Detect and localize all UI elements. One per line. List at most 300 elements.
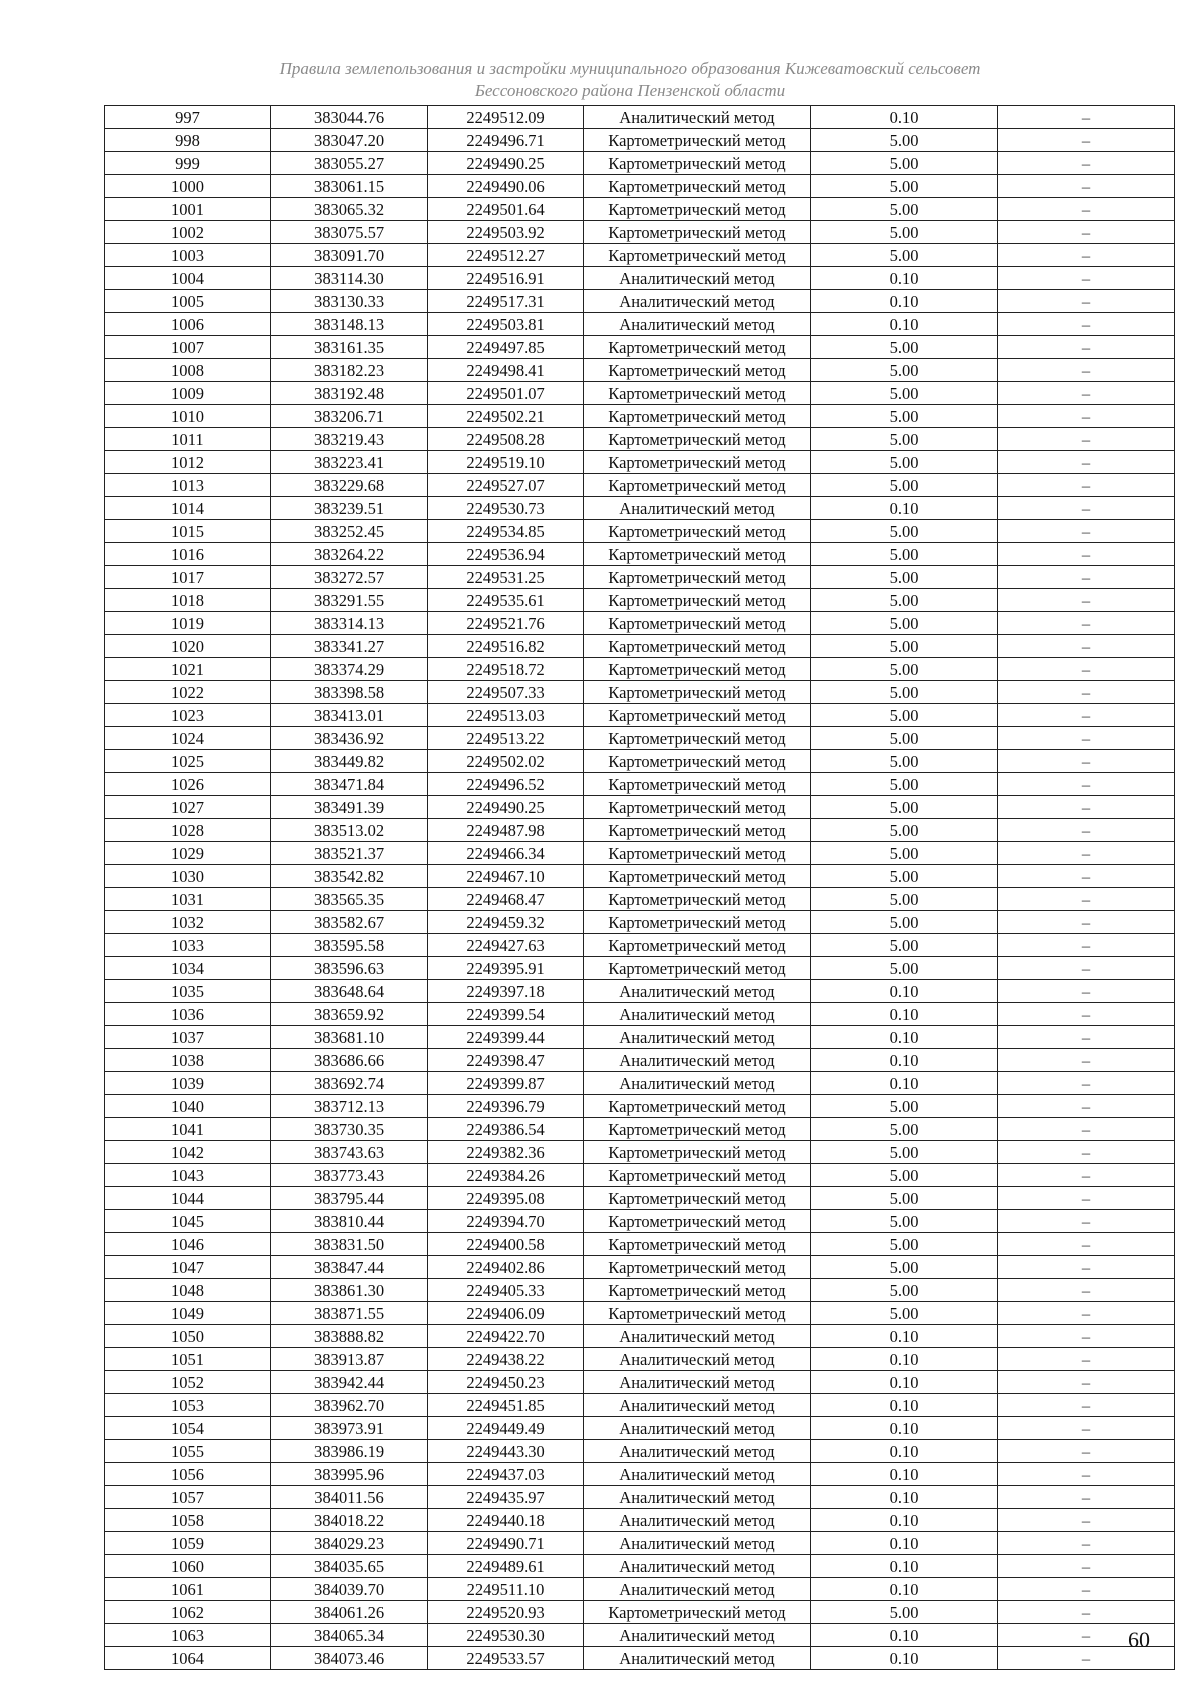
accuracy-cell: 5.00: [811, 520, 998, 543]
note-cell: –: [998, 934, 1175, 957]
point-number-cell: 1014: [105, 497, 271, 520]
note-cell: –: [998, 635, 1175, 658]
point-number-cell: 1044: [105, 1187, 271, 1210]
point-number-cell: 1024: [105, 727, 271, 750]
method-cell: Картометрический метод: [584, 359, 811, 382]
x-coordinate-cell: 383161.35: [271, 336, 428, 359]
accuracy-cell: 5.00: [811, 865, 998, 888]
accuracy-cell: 5.00: [811, 773, 998, 796]
note-cell: –: [998, 1486, 1175, 1509]
method-cell: Картометрический метод: [584, 1279, 811, 1302]
table-row: [105, 405, 1175, 428]
x-coordinate-cell: 384061.26: [271, 1601, 428, 1624]
x-coordinate-cell: 383582.67: [271, 911, 428, 934]
y-coordinate-cell: 2249490.25: [428, 152, 584, 175]
table-row: [105, 635, 1175, 658]
accuracy-cell: 5.00: [811, 1095, 998, 1118]
table-row: [105, 566, 1175, 589]
x-coordinate-cell: 383795.44: [271, 1187, 428, 1210]
note-cell: –: [998, 1417, 1175, 1440]
point-number-cell: 1056: [105, 1463, 271, 1486]
method-cell: Картометрический метод: [584, 589, 811, 612]
accuracy-cell: 5.00: [811, 1256, 998, 1279]
x-coordinate-cell: 383542.82: [271, 865, 428, 888]
table-row: [105, 980, 1175, 1003]
note-cell: –: [998, 980, 1175, 1003]
point-number-cell: 1000: [105, 175, 271, 198]
table-row: [105, 1302, 1175, 1325]
y-coordinate-cell: 2249397.18: [428, 980, 584, 1003]
table-row: [105, 1601, 1175, 1624]
point-number-cell: 1061: [105, 1578, 271, 1601]
method-cell: Аналитический метод: [584, 1578, 811, 1601]
point-number-cell: 1049: [105, 1302, 271, 1325]
table-row: [105, 1279, 1175, 1302]
method-cell: Картометрический метод: [584, 727, 811, 750]
note-cell: –: [998, 1118, 1175, 1141]
note-cell: –: [998, 1440, 1175, 1463]
table-row: [105, 1141, 1175, 1164]
point-number-cell: 1037: [105, 1026, 271, 1049]
coordinates-table: [104, 105, 1175, 1670]
x-coordinate-cell: 383075.57: [271, 221, 428, 244]
y-coordinate-cell: 2249530.73: [428, 497, 584, 520]
y-coordinate-cell: 2249400.58: [428, 1233, 584, 1256]
table-row: [105, 543, 1175, 566]
y-coordinate-cell: 2249498.41: [428, 359, 584, 382]
method-cell: Картометрический метод: [584, 796, 811, 819]
x-coordinate-cell: 383182.23: [271, 359, 428, 382]
accuracy-cell: 5.00: [811, 888, 998, 911]
x-coordinate-cell: 383148.13: [271, 313, 428, 336]
y-coordinate-cell: 2249534.85: [428, 520, 584, 543]
y-coordinate-cell: 2249527.07: [428, 474, 584, 497]
point-number-cell: 1011: [105, 428, 271, 451]
method-cell: Картометрический метод: [584, 934, 811, 957]
table-row: [105, 221, 1175, 244]
table-row: [105, 313, 1175, 336]
x-coordinate-cell: 384039.70: [271, 1578, 428, 1601]
y-coordinate-cell: 2249386.54: [428, 1118, 584, 1141]
accuracy-cell: 5.00: [811, 1187, 998, 1210]
accuracy-cell: 0.10: [811, 1647, 998, 1670]
table-row: [105, 1417, 1175, 1440]
note-cell: –: [998, 888, 1175, 911]
point-number-cell: 1027: [105, 796, 271, 819]
point-number-cell: 1062: [105, 1601, 271, 1624]
table-row: [105, 704, 1175, 727]
x-coordinate-cell: 383471.84: [271, 773, 428, 796]
accuracy-cell: 0.10: [811, 1049, 998, 1072]
point-number-cell: 1010: [105, 405, 271, 428]
table-row: [105, 658, 1175, 681]
point-number-cell: 1035: [105, 980, 271, 1003]
point-number-cell: 1060: [105, 1555, 271, 1578]
table-row: [105, 957, 1175, 980]
y-coordinate-cell: 2249503.81: [428, 313, 584, 336]
y-coordinate-cell: 2249521.76: [428, 612, 584, 635]
accuracy-cell: 5.00: [811, 152, 998, 175]
method-cell: Аналитический метод: [584, 1532, 811, 1555]
point-number-cell: 998: [105, 129, 271, 152]
method-cell: Картометрический метод: [584, 681, 811, 704]
accuracy-cell: 0.10: [811, 980, 998, 1003]
table-row: [105, 336, 1175, 359]
y-coordinate-cell: 2249513.22: [428, 727, 584, 750]
method-cell: Картометрический метод: [584, 865, 811, 888]
method-cell: Картометрический метод: [584, 175, 811, 198]
table-row: [105, 1095, 1175, 1118]
point-number-cell: 997: [105, 106, 271, 129]
accuracy-cell: 0.10: [811, 1486, 998, 1509]
accuracy-cell: 5.00: [811, 1210, 998, 1233]
y-coordinate-cell: 2249422.70: [428, 1325, 584, 1348]
note-cell: –: [998, 1532, 1175, 1555]
method-cell: Картометрический метод: [584, 819, 811, 842]
note-cell: –: [998, 1164, 1175, 1187]
method-cell: Аналитический метод: [584, 980, 811, 1003]
point-number-cell: 1052: [105, 1371, 271, 1394]
accuracy-cell: 5.00: [811, 451, 998, 474]
method-cell: Картометрический метод: [584, 842, 811, 865]
accuracy-cell: 5.00: [811, 1601, 998, 1624]
note-cell: –: [998, 1187, 1175, 1210]
y-coordinate-cell: 2249451.85: [428, 1394, 584, 1417]
note-cell: –: [998, 612, 1175, 635]
note-cell: –: [998, 152, 1175, 175]
table-row: [105, 1624, 1175, 1647]
method-cell: Картометрический метод: [584, 911, 811, 934]
x-coordinate-cell: 383192.48: [271, 382, 428, 405]
method-cell: Картометрический метод: [584, 1233, 811, 1256]
method-cell: Картометрический метод: [584, 1187, 811, 1210]
table-row: [105, 842, 1175, 865]
point-number-cell: 1015: [105, 520, 271, 543]
accuracy-cell: 0.10: [811, 1463, 998, 1486]
x-coordinate-cell: 383831.50: [271, 1233, 428, 1256]
x-coordinate-cell: 384073.46: [271, 1647, 428, 1670]
y-coordinate-cell: 2249519.10: [428, 451, 584, 474]
point-number-cell: 1041: [105, 1118, 271, 1141]
method-cell: Аналитический метод: [584, 1072, 811, 1095]
accuracy-cell: 5.00: [811, 704, 998, 727]
accuracy-cell: 5.00: [811, 474, 998, 497]
point-number-cell: 1029: [105, 842, 271, 865]
method-cell: Аналитический метод: [584, 1026, 811, 1049]
x-coordinate-cell: 383565.35: [271, 888, 428, 911]
accuracy-cell: 5.00: [811, 1279, 998, 1302]
point-number-cell: 1017: [105, 566, 271, 589]
x-coordinate-cell: 383595.58: [271, 934, 428, 957]
x-coordinate-cell: 383847.44: [271, 1256, 428, 1279]
table-row: [105, 1210, 1175, 1233]
point-number-cell: 1026: [105, 773, 271, 796]
method-cell: Картометрический метод: [584, 1141, 811, 1164]
table-row: [105, 1647, 1175, 1670]
x-coordinate-cell: 384035.65: [271, 1555, 428, 1578]
note-cell: –: [998, 658, 1175, 681]
accuracy-cell: 5.00: [811, 405, 998, 428]
point-number-cell: 1058: [105, 1509, 271, 1532]
point-number-cell: 1046: [105, 1233, 271, 1256]
accuracy-cell: 0.10: [811, 1003, 998, 1026]
y-coordinate-cell: 2249533.57: [428, 1647, 584, 1670]
coordinates-table-body: [105, 106, 1175, 1670]
y-coordinate-cell: 2249490.25: [428, 796, 584, 819]
y-coordinate-cell: 2249395.91: [428, 957, 584, 980]
table-row: [105, 750, 1175, 773]
table-row: [105, 796, 1175, 819]
table-row: [105, 1440, 1175, 1463]
method-cell: Картометрический метод: [584, 1256, 811, 1279]
x-coordinate-cell: 384029.23: [271, 1532, 428, 1555]
x-coordinate-cell: 383114.30: [271, 267, 428, 290]
accuracy-cell: 5.00: [811, 336, 998, 359]
point-number-cell: 1001: [105, 198, 271, 221]
accuracy-cell: 0.10: [811, 1348, 998, 1371]
method-cell: Картометрический метод: [584, 428, 811, 451]
table-row: [105, 1578, 1175, 1601]
table-row: [105, 244, 1175, 267]
table-row: [105, 129, 1175, 152]
method-cell: Аналитический метод: [584, 1348, 811, 1371]
note-cell: –: [998, 1348, 1175, 1371]
note-cell: –: [998, 175, 1175, 198]
y-coordinate-cell: 2249384.26: [428, 1164, 584, 1187]
y-coordinate-cell: 2249535.61: [428, 589, 584, 612]
note-cell: –: [998, 359, 1175, 382]
x-coordinate-cell: 383942.44: [271, 1371, 428, 1394]
note-cell: –: [998, 865, 1175, 888]
accuracy-cell: 5.00: [811, 566, 998, 589]
note-cell: –: [998, 1555, 1175, 1578]
point-number-cell: 999: [105, 152, 271, 175]
y-coordinate-cell: 2249497.85: [428, 336, 584, 359]
y-coordinate-cell: 2249437.03: [428, 1463, 584, 1486]
point-number-cell: 1028: [105, 819, 271, 842]
point-number-cell: 1064: [105, 1647, 271, 1670]
y-coordinate-cell: 2249496.52: [428, 773, 584, 796]
y-coordinate-cell: 2249466.34: [428, 842, 584, 865]
accuracy-cell: 0.10: [811, 1371, 998, 1394]
table-row: [105, 428, 1175, 451]
note-cell: –: [998, 1578, 1175, 1601]
accuracy-cell: 0.10: [811, 1417, 998, 1440]
note-cell: –: [998, 336, 1175, 359]
note-cell: –: [998, 566, 1175, 589]
table-row: [105, 1509, 1175, 1532]
x-coordinate-cell: 383692.74: [271, 1072, 428, 1095]
table-row: [105, 1233, 1175, 1256]
note-cell: –: [998, 1279, 1175, 1302]
method-cell: Картометрический метод: [584, 1118, 811, 1141]
x-coordinate-cell: 383648.64: [271, 980, 428, 1003]
accuracy-cell: 5.00: [811, 244, 998, 267]
note-cell: –: [998, 681, 1175, 704]
table-row: [105, 1486, 1175, 1509]
header-line-2: Бессоновского района Пензенской области: [474, 81, 786, 100]
method-cell: Аналитический метод: [584, 1647, 811, 1670]
table-row: [105, 819, 1175, 842]
note-cell: –: [998, 106, 1175, 129]
method-cell: Аналитический метод: [584, 1049, 811, 1072]
accuracy-cell: 0.10: [811, 290, 998, 313]
accuracy-cell: 5.00: [811, 1233, 998, 1256]
accuracy-cell: 5.00: [811, 635, 998, 658]
table-row: [105, 1371, 1175, 1394]
table-row: [105, 727, 1175, 750]
method-cell: Аналитический метод: [584, 1325, 811, 1348]
note-cell: –: [998, 1394, 1175, 1417]
x-coordinate-cell: 383047.20: [271, 129, 428, 152]
accuracy-cell: 0.10: [811, 106, 998, 129]
accuracy-cell: 0.10: [811, 313, 998, 336]
y-coordinate-cell: 2249467.10: [428, 865, 584, 888]
x-coordinate-cell: 383962.70: [271, 1394, 428, 1417]
x-coordinate-cell: 383272.57: [271, 566, 428, 589]
x-coordinate-cell: 383044.76: [271, 106, 428, 129]
x-coordinate-cell: 383513.02: [271, 819, 428, 842]
method-cell: Картометрический метод: [584, 520, 811, 543]
x-coordinate-cell: 383291.55: [271, 589, 428, 612]
method-cell: Аналитический метод: [584, 1624, 811, 1647]
method-cell: Картометрический метод: [584, 129, 811, 152]
accuracy-cell: 5.00: [811, 1118, 998, 1141]
x-coordinate-cell: 383055.27: [271, 152, 428, 175]
y-coordinate-cell: 2249496.71: [428, 129, 584, 152]
accuracy-cell: 5.00: [811, 175, 998, 198]
note-cell: –: [998, 1256, 1175, 1279]
accuracy-cell: 5.00: [811, 796, 998, 819]
accuracy-cell: 5.00: [811, 1164, 998, 1187]
point-number-cell: 1038: [105, 1049, 271, 1072]
y-coordinate-cell: 2249502.21: [428, 405, 584, 428]
y-coordinate-cell: 2249399.44: [428, 1026, 584, 1049]
method-cell: Аналитический метод: [584, 267, 811, 290]
method-cell: Аналитический метод: [584, 106, 811, 129]
header-line-1: Правила землепользования и застройки муниципального образования Кижеватовский сельсовет: [279, 59, 981, 78]
point-number-cell: 1042: [105, 1141, 271, 1164]
y-coordinate-cell: 2249395.08: [428, 1187, 584, 1210]
point-number-cell: 1050: [105, 1325, 271, 1348]
y-coordinate-cell: 2249440.18: [428, 1509, 584, 1532]
accuracy-cell: 5.00: [811, 819, 998, 842]
method-cell: Картометрический метод: [584, 198, 811, 221]
accuracy-cell: 5.00: [811, 957, 998, 980]
point-number-cell: 1013: [105, 474, 271, 497]
x-coordinate-cell: 383686.66: [271, 1049, 428, 1072]
accuracy-cell: 0.10: [811, 497, 998, 520]
accuracy-cell: 5.00: [811, 1141, 998, 1164]
point-number-cell: 1032: [105, 911, 271, 934]
table-row: [105, 290, 1175, 313]
accuracy-cell: 0.10: [811, 1026, 998, 1049]
method-cell: Аналитический метод: [584, 1486, 811, 1509]
page-number: 60: [1128, 1627, 1150, 1652]
note-cell: –: [998, 1624, 1175, 1647]
method-cell: Аналитический метод: [584, 1417, 811, 1440]
point-number-cell: 1007: [105, 336, 271, 359]
point-number-cell: 1003: [105, 244, 271, 267]
method-cell: Картометрический метод: [584, 244, 811, 267]
x-coordinate-cell: 383206.71: [271, 405, 428, 428]
y-coordinate-cell: 2249508.28: [428, 428, 584, 451]
accuracy-cell: 0.10: [811, 1072, 998, 1095]
accuracy-cell: 0.10: [811, 1624, 998, 1647]
x-coordinate-cell: 383491.39: [271, 796, 428, 819]
point-number-cell: 1040: [105, 1095, 271, 1118]
accuracy-cell: 5.00: [811, 681, 998, 704]
point-number-cell: 1030: [105, 865, 271, 888]
point-number-cell: 1025: [105, 750, 271, 773]
table-row: [105, 589, 1175, 612]
x-coordinate-cell: 383374.29: [271, 658, 428, 681]
x-coordinate-cell: 384011.56: [271, 1486, 428, 1509]
note-cell: –: [998, 313, 1175, 336]
x-coordinate-cell: 383913.87: [271, 1348, 428, 1371]
table-row: [105, 888, 1175, 911]
accuracy-cell: 5.00: [811, 129, 998, 152]
method-cell: Картометрический метод: [584, 474, 811, 497]
table-row: [105, 382, 1175, 405]
y-coordinate-cell: 2249513.03: [428, 704, 584, 727]
note-cell: –: [998, 543, 1175, 566]
table-row: [105, 1555, 1175, 1578]
method-cell: Аналитический метод: [584, 1003, 811, 1026]
point-number-cell: 1036: [105, 1003, 271, 1026]
note-cell: –: [998, 1601, 1175, 1624]
method-cell: Картометрический метод: [584, 382, 811, 405]
method-cell: Картометрический метод: [584, 704, 811, 727]
note-cell: –: [998, 290, 1175, 313]
note-cell: –: [998, 1003, 1175, 1026]
accuracy-cell: 5.00: [811, 842, 998, 865]
method-cell: Аналитический метод: [584, 313, 811, 336]
note-cell: –: [998, 1302, 1175, 1325]
method-cell: Аналитический метод: [584, 290, 811, 313]
method-cell: Аналитический метод: [584, 1555, 811, 1578]
method-cell: Аналитический метод: [584, 1440, 811, 1463]
document-header: [140, 58, 1120, 102]
table-row: [105, 1348, 1175, 1371]
y-coordinate-cell: 2249502.02: [428, 750, 584, 773]
table-row: [105, 175, 1175, 198]
accuracy-cell: 0.10: [811, 1509, 998, 1532]
y-coordinate-cell: 2249459.32: [428, 911, 584, 934]
method-cell: Картометрический метод: [584, 1601, 811, 1624]
method-cell: Картометрический метод: [584, 750, 811, 773]
y-coordinate-cell: 2249530.30: [428, 1624, 584, 1647]
note-cell: –: [998, 1141, 1175, 1164]
x-coordinate-cell: 383521.37: [271, 842, 428, 865]
x-coordinate-cell: 383986.19: [271, 1440, 428, 1463]
table-row: [105, 1532, 1175, 1555]
x-coordinate-cell: 383773.43: [271, 1164, 428, 1187]
point-number-cell: 1033: [105, 934, 271, 957]
method-cell: Аналитический метод: [584, 1509, 811, 1532]
method-cell: Картометрический метод: [584, 451, 811, 474]
note-cell: –: [998, 520, 1175, 543]
table-row: [105, 198, 1175, 221]
y-coordinate-cell: 2249449.49: [428, 1417, 584, 1440]
point-number-cell: 1048: [105, 1279, 271, 1302]
note-cell: –: [998, 198, 1175, 221]
method-cell: Картометрический метод: [584, 658, 811, 681]
x-coordinate-cell: 384065.34: [271, 1624, 428, 1647]
point-number-cell: 1034: [105, 957, 271, 980]
accuracy-cell: 5.00: [811, 382, 998, 405]
note-cell: –: [998, 1325, 1175, 1348]
